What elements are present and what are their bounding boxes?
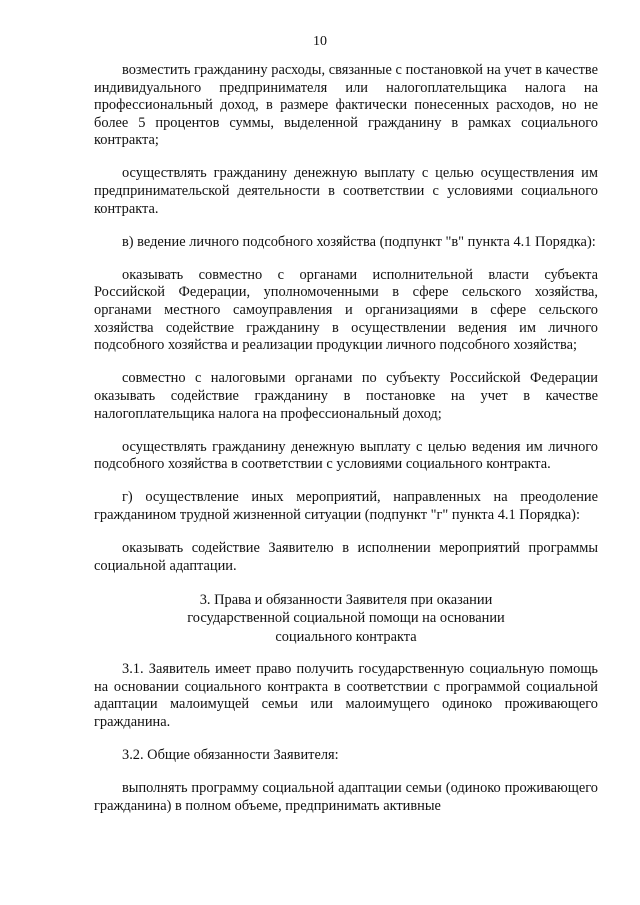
paragraph-fulfill-program: выполнять программу социальной адаптации семьи (одиноко проживающего гражданина) в полном объеме, предпринимать активные [94, 780, 598, 814]
section-heading-line: 3. Права и обязанности Заявителя при оказании [199, 591, 493, 608]
page-number: 10 [313, 34, 327, 49]
section-heading-line: социального контракта [275, 628, 417, 645]
section-heading [94, 591, 598, 647]
paragraph-business-payment: осуществлять гражданину денежную выплату с целью осуществления им предпринимательской деятельности в соответствии с условиями социального контракта. [94, 165, 598, 217]
paragraph-adaptation-assistance: оказывать содействие Заявителю в исполнении мероприятий программы социальной адаптации. [94, 539, 598, 574]
document-body [94, 62, 598, 831]
paragraph-farm-payment: осуществлять гражданину денежную выплату с целью ведения им личного подсобного хозяйства в соответствии с условиями социального контракта. [94, 438, 598, 473]
paragraph-subitem-v: в) ведение личного подсобного хозяйства (подпункт "в" пункта 4.1 Порядка): [122, 233, 596, 250]
paragraph-subitem-g: г) осуществление иных мероприятий, направленных на преодоление гражданином трудной жизненной ситуации (подпункт "г" пункта 4.1 Порядка): [94, 489, 598, 523]
paragraph-reimburse-expenses: возместить гражданину расходы, связанные с постановкой на учет в качестве индивидуального предпринимателя или налогоплательщика налога на профессиональный доход, в размере фактически понесенных расходов, но не более 5 процентов суммы, выделенной гражданину в рамках социального контракта; [94, 62, 598, 149]
paragraph-tax-registration: совместно с налоговыми органами по субъекту Российской Федерации оказывать содействие гражданину в постановке на учет в качестве налогоплательщика налога на профессиональный доход; [94, 370, 598, 422]
paragraph-3-1: 3.1. Заявитель имеет право получить государственную социальную помощь на основании социального контракта в соответствии с программой социальной адаптации малоимущей семьи или малоимущего одиноко проживающего гражданина. [94, 661, 598, 730]
section-heading-line: государственной социальной помощи на основании [187, 610, 505, 627]
paragraph-3-2: 3.2. Общие обязанности Заявителя: [122, 747, 339, 764]
paragraph-farm-assistance: оказывать совместно с органами исполнительной власти субъекта Российской Федерации, уполномоченными в сфере сельского хозяйства, органами местного самоуправления и организациями в сфере сельского хозяйства содействие гражданину в осуществлении ведения им личного подсобного хозяйства и реализации продукции личного подсобного хозяйства; [94, 266, 598, 354]
